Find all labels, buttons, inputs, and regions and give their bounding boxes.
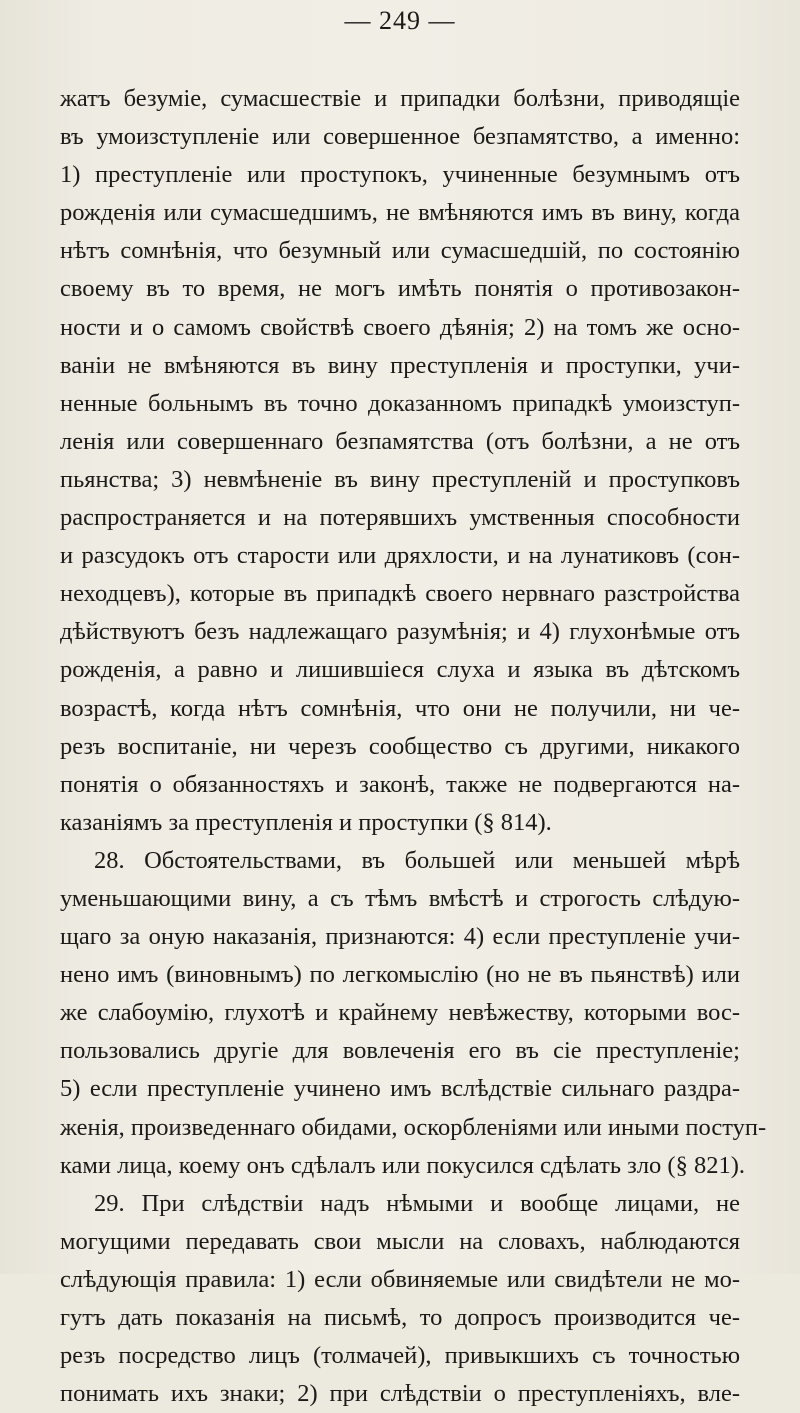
text-line: въ умоизступленіе или совершенное безпамятство, а именно: — [60, 123, 740, 151]
text-line: казаніямъ за преступленія и проступки (§ 814). — [60, 808, 552, 836]
text-line: возрастѣ, когда нѣтъ сомнѣнія, что они не получили, ни че- — [60, 694, 740, 722]
text-line: дѣйствуютъ безъ надлежащаго разумѣнія; и 4) глухонѣмые отъ — [60, 618, 740, 646]
text-line: нѣтъ сомнѣнія, что безумный или сумасшедшій, по состоянію — [60, 237, 740, 265]
text-line: ленія или совершеннаго безпамятства (отъ болѣзни, а не отъ — [60, 427, 740, 455]
text-line: 5) если преступленіе учинено имъ вслѣдствіе сильнаго раздра- — [60, 1075, 740, 1103]
text-line: же слабоумію, глухотѣ и крайнему невѣжеству, которыми вос- — [60, 999, 740, 1027]
page-number: — 249 — — [344, 6, 456, 35]
text-line: ками лица, коему онъ сдѣлалъ или покусился сдѣлать зло (§ 821). — [60, 1151, 745, 1179]
text-line: неходцевъ), которые въ припадкѣ своего нервнаго разстройства — [60, 580, 740, 608]
text-line: своему въ то время, не могъ имѣть понятія о противозакон- — [60, 275, 740, 303]
text-line: понимать ихъ знаки; 2) при слѣдствіи о преступленіяхъ, вле- — [60, 1380, 740, 1408]
text-line: понятія о обязанностяхъ и законѣ, также не подвергаются на- — [60, 770, 740, 798]
text-line: пользовались другіе для вовлеченія его въ сіе преступленіе; — [60, 1037, 740, 1065]
text-line: распространяется и на потерявшихъ умственныя способности — [60, 504, 740, 532]
text-line: ненные больнымъ въ точно доказанномъ припадкѣ умоизступ- — [60, 389, 740, 417]
text-line: 1) преступленіе или проступокъ, учиненные безумнымъ отъ — [60, 161, 740, 189]
text-line: 29. При слѣдствіи надъ нѣмыми и вообще лицами, не — [94, 1189, 740, 1217]
text-line: ности и о самомъ свойствѣ своего дѣянія; 2) на томъ же осно- — [60, 313, 740, 341]
text-line: резъ воспитаніе, ни черезъ сообщество съ другими, никакого — [60, 732, 740, 760]
text-line: рожденія, а равно и лишившіеся слуха и языка въ дѣтскомъ — [60, 656, 740, 684]
text-line: уменьшающими вину, а съ тѣмъ вмѣстѣ и строгость слѣдую- — [60, 884, 740, 912]
text-line: женія, произведеннаго обидами, оскорбленіями или иными поступ- — [60, 1113, 767, 1141]
text-line: рожденія или сумасшедшимъ, не вмѣняются имъ въ вину, когда — [60, 199, 740, 227]
body-text — [60, 80, 767, 1413]
text-line: слѣдующія правила: 1) если обвиняемые или свидѣтели не мо- — [60, 1265, 740, 1293]
text-line: нено имъ (виновнымъ) по легкомыслію (но не въ пьянствѣ) или — [60, 961, 740, 989]
text-line: резъ посредство лицъ (толмачей), привыкшихъ съ точностью — [60, 1342, 740, 1370]
text-line: щаго за оную наказанія, признаются: 4) если преступленіе учи- — [60, 923, 740, 951]
text-line: пьянства; 3) невмѣненіе въ вину преступленій и проступковъ — [60, 465, 740, 493]
text-line: ваніи не вмѣняются въ вину преступленія и проступки, учи- — [60, 351, 740, 379]
text-line: могущими передавать свои мысли на словахъ, наблюдаются — [60, 1227, 740, 1255]
text-line: гутъ дать показанія на письмѣ, то допросъ производится че- — [60, 1304, 740, 1331]
text-line: 28. Обстоятельствами, въ большей или меньшей мѣрѣ — [94, 846, 740, 874]
text-line: жатъ безуміе, сумасшествіе и припадки болѣзни, приводящіе — [60, 85, 740, 112]
text-line: и разсудокъ отъ старости или дряхлости, и на лунатиковъ (сон- — [60, 542, 740, 570]
